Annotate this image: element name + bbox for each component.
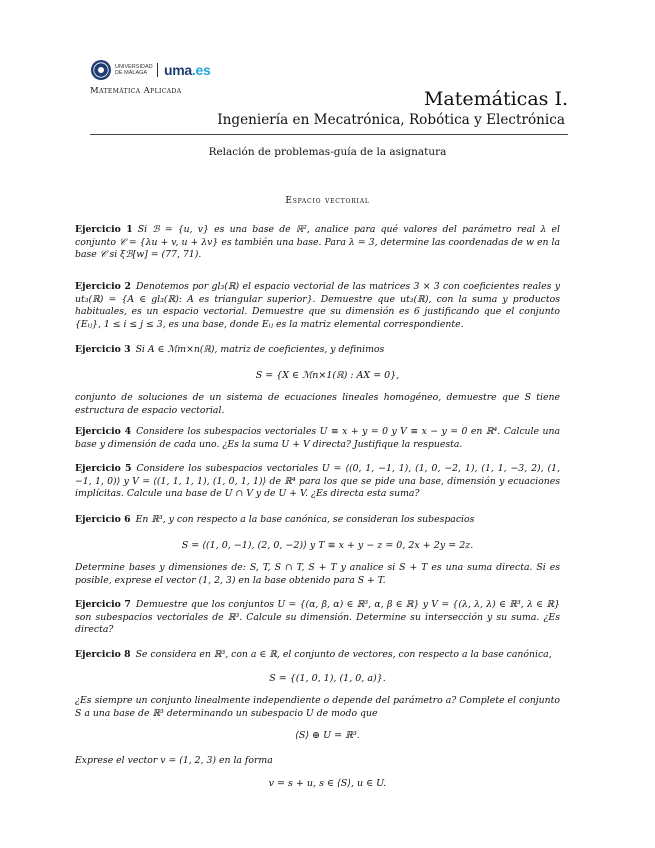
- exercise-label: Ejercicio 5: [75, 463, 132, 474]
- exercise-text: Considere los subespacios vectoriales U = ⟨(0, 1, −1, 1), (1, 0, −2, 1), (1, 1, −3, 2), (1, −1, 1, 0)⟩ y V = ⟨(1, 1, 1, 1), (1, 0, 1, 1)⟩ de ℝ⁴ para los que se pide una base, dimensión y ecuaciones implícitas. Calcule una base de U ∩ V y de U + V. ¿Es directa esta suma?: [75, 463, 560, 500]
- university-seal-icon: [90, 59, 112, 81]
- exercise-4: [75, 426, 560, 451]
- exercise-6-continued: Determine bases y dimensiones de: S, T, S ∩ T, S + T y analice si S + T es una suma directa. Si es posible, exprese el vector (1, 2, 3) en la base obtenido para S + T.: [75, 562, 560, 586]
- exercise-5: [75, 463, 560, 501]
- university-name: UNIVERSIDAD DE MÁLAGA: [115, 64, 153, 76]
- exercise-6-display: S = ⟨(1, 0, −1), (2, 0, −2)⟩ y T ≡ x + y − z = 0, 2x + 2y = 2z.: [181, 540, 474, 551]
- exercise-8-continued: ¿Es siempre un conjunto linealmente independiente o depende del parámetro a? Complete el conjunto S a una base de ℝ³ determinando un subespacio U de modo que: [75, 695, 560, 719]
- exercise-text: Demuestre que los conjuntos U = {(α, β, α) ∈ ℝ³, α, β ∈ ℝ} y V = {(λ, λ, λ) ∈ ℝ³, λ ∈ ℝ} son subespacios vectoriales de ℝ³. Calcule su dimensión. Determine su intersección y su suma. ¿Es directa?: [75, 599, 560, 636]
- exercise-label: Ejercicio 7: [75, 599, 131, 610]
- exercise-7: [75, 599, 560, 637]
- exercise-8-display-3: v = s + u, s ∈ ⟨S⟩, u ∈ U.: [268, 778, 387, 789]
- exercise-text: Se considera en ℝ³, con a ∈ ℝ, el conjunto de vectores, con respecto a la base canónica,: [135, 649, 552, 660]
- exercise-text: Considere los subespacios vectoriales U ≡ x + y = 0 y V ≡ x − y = 0 en ℝ⁴. Calcule una base y dimensión de cada uno. ¿Es la suma U + V directa? Justifique la respuesta.: [75, 426, 560, 450]
- document-guide-title: Relación de problemas-guía de la asignatura: [208, 146, 447, 158]
- exercise-label: Ejercicio 8: [75, 649, 131, 660]
- exercise-text: Denotemos por gl₃(ℝ) el espacio vectorial de las matrices 3 × 3 con coeficientes reales y ut₃(ℝ) = {A ∈ gl₃(ℝ): A es triangular superior}. Demuestre que ut₃(ℝ), con la suma y productos habituales, es un espacio vectorial. Demuestre que su dimensión es 6 justificando que el conjunto {Eᵢⱼ}, 1 ≤ i ≤ j ≤ 3, es una base, donde Eᵢⱼ es la matriz elemental correspondiente.: [75, 281, 560, 330]
- exercise-label: Ejercicio 4: [75, 426, 132, 437]
- logo-divider: [157, 63, 158, 77]
- exercise-text: En ℝ³, y con respecto a la base canónica, se consideran los subespacios: [135, 514, 475, 525]
- exercise-label: Ejercicio 3: [75, 344, 131, 355]
- header-rule: [90, 134, 568, 135]
- exercise-3: [75, 344, 560, 357]
- exercise-3-continued: conjunto de soluciones de un sistema de ecuaciones lineales homogéneo, demuestre que S tiene estructura de espacio vectorial.: [75, 392, 560, 416]
- exercise-text: Si ℬ = {u, v} es una base de ℝ², analice para qué valores del parámetro real λ el conjunto 𝒞 = {λu + v, u + λv} es también una base. Para λ = 3, determine las coordenadas de w en la base 𝒞 si ξℬ[w] = (77, 71).: [75, 224, 560, 261]
- exercise-3-display: S = {X ∈ ℳn×1(ℝ) : AX = 0},: [255, 370, 400, 381]
- exercise-8-continued-2: Exprese el vector v = (1, 2, 3) en la forma: [75, 755, 273, 766]
- exercise-8-display-2: ⟨S⟩ ⊕ U = ℝ³.: [295, 730, 360, 741]
- uma-brand: uma.es: [164, 62, 211, 78]
- exercise-8: [75, 649, 560, 662]
- exercise-2: [75, 281, 560, 331]
- exercise-label: Ejercicio 1: [75, 224, 133, 235]
- exercise-label: Ejercicio 2: [75, 281, 131, 292]
- exercise-label: Ejercicio 6: [75, 514, 131, 525]
- page-title: Matemáticas I.: [423, 88, 568, 110]
- exercise-8-display: S = {(1, 0, 1), (1, 0, a)}.: [269, 673, 386, 684]
- exercise-text: Si A ∈ ℳm×n(ℝ), matriz de coeficientes, y definimos: [135, 344, 385, 355]
- exercise-1: [75, 224, 560, 262]
- department-name: Matemática Aplicada: [90, 86, 182, 96]
- exercise-6: [75, 514, 560, 527]
- page-subtitle: Ingeniería en Mecatrónica, Robótica y Electrónica: [217, 112, 565, 128]
- university-logo: [90, 58, 210, 82]
- section-title: Espacio vectorial: [285, 196, 370, 206]
